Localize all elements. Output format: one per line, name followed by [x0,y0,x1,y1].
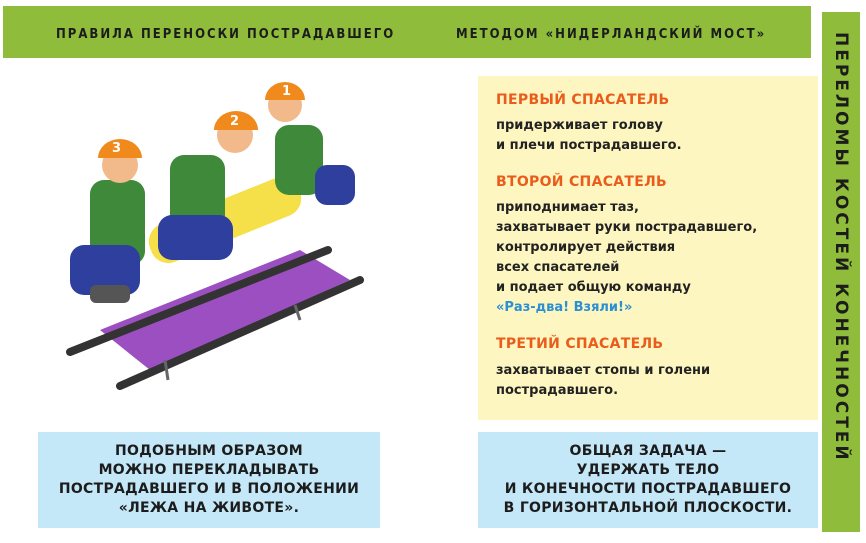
rescuers-illustration [50,70,390,410]
rescuer-2-command: «Раз-два! Взяли!» [496,300,633,315]
helmet-number-2: 2 [230,114,240,129]
rescuer-2-description: приподнимает таз, захватывает руки пострадавшего, контролирует действия всех спасателей и подает общую команду «Раз-два! Взяли!» [496,198,757,318]
bottom-left-note: ПОДОБНЫМ ОБРАЗОМ МОЖНО ПЕРЕКЛАДЫВАТЬ ПОСТРАДАВШЕГО И В ПОЛОЖЕНИИ «ЛЕЖА НА ЖИВОТЕ». [38,432,380,528]
header-title-left: ПРАВИЛА ПЕРЕНОСКИ ПОСТРАДАВШЕГО [56,27,396,42]
rescuer-1-figure [265,82,355,205]
rescuer-3-figure [70,139,145,303]
helmet-number-1: 1 [282,84,292,99]
helmet-number-3: 3 [112,141,122,156]
side-bar [822,12,860,532]
rescuer-1-title: ПЕРВЫЙ СПАСАТЕЛЬ [496,92,670,108]
side-title: ПЕРЕЛОМЫ КОСТЕЙ КОНЕЧНОСТЕЙ [831,32,851,463]
rescuer-2-title: ВТОРОЙ СПАСАТЕЛЬ [496,174,668,190]
rescuer-1-description: придерживает голову и плечи пострадавшего. [496,118,682,153]
header-title-right: МЕТОДОМ «НИДЕРЛАНДСКИЙ МОСТ» [456,27,767,42]
rescuer-2-figure [158,111,258,260]
rescuer-3-description: захватывает стопы и голени пострадавшего. [496,363,711,398]
rescuer-3-title: ТРЕТИЙ СПАСАТЕЛЬ [496,336,664,352]
bottom-right-note: ОБЩАЯ ЗАДАЧА — УДЕРЖАТЬ ТЕЛО И КОНЕЧНОСТИ ПОСТРАДАВШЕГО В ГОРИЗОНТАЛЬНОЙ ПЛОСКОСТИ. [478,432,818,528]
